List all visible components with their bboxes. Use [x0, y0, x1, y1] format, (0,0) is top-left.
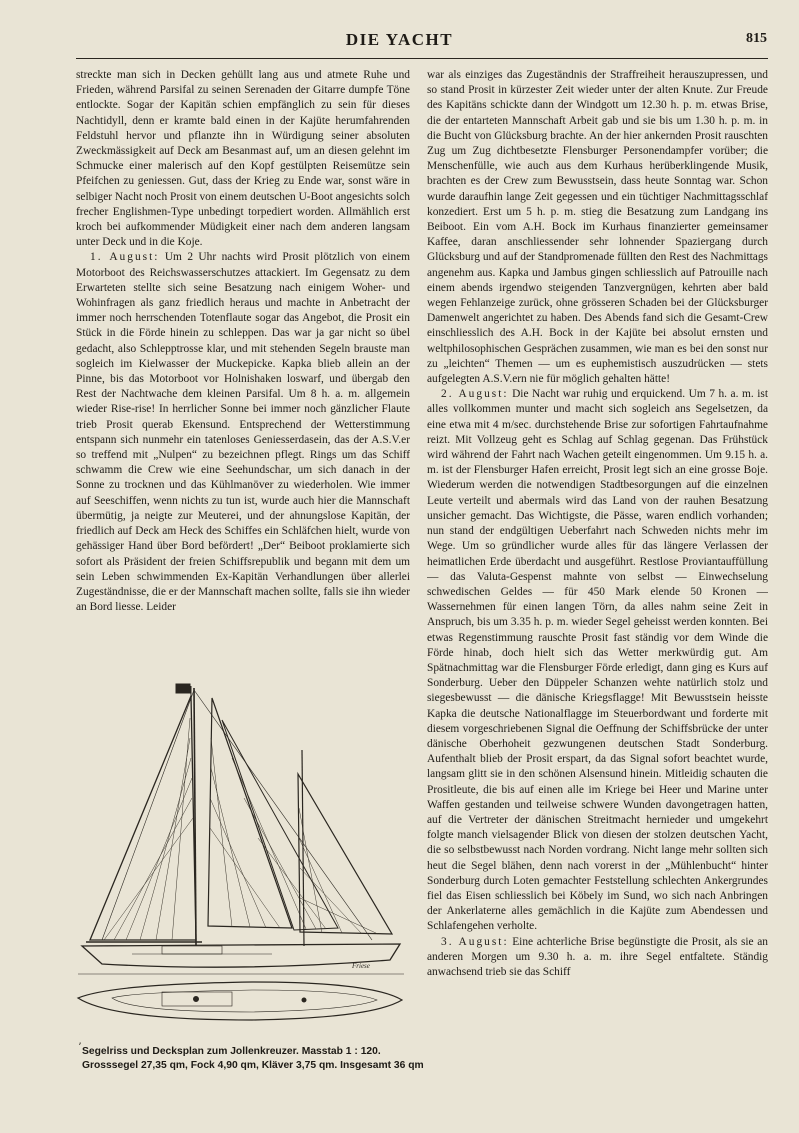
caption-line: Grosssegel 27,35 qm, Fock 4,90 qm, Kläver 3,75 qm. Insgesamt 36 qm	[82, 1060, 424, 1071]
date-label: 2. August:	[441, 388, 509, 401]
paragraph-2-august	[427, 387, 768, 934]
date-label: 1. August:	[90, 251, 160, 264]
corner-mark: ʼ	[78, 1042, 82, 1053]
sail-plan-drawing	[72, 678, 412, 1040]
paragraph-1-august	[76, 250, 410, 615]
paragraph-text: Die Nacht war ruhig und erquickend. Um 7 h. a. m. ist alles vollkommen munter und macht sich sogleich ans Segelsetzen, da eine etwa mit 4 m/sec. durchstehende Brise zur sofortigen Fahrtaufnahme reizt. Mit Vollzeug geht es Schlag auf Schlag gegenan. Das Frühstück wird während der Fahrt nach Wachen geteilt eingenommen. Um 9.15 h. a. m. ist der Flensburger Hafen erreicht, Prosit legt sich an eine grosse Boje. Wiederum werden die notwendigen Stadtbesorgungen auf die einzelnen Leute verteilt und abermals wird das Land von der rauhen Besatzung unsicher gemacht. Das Wichtigste, die Pässe, waren endlich vorhanden; nun stand der endgültigen Ueberfahrt nach Schweden nichts mehr im Wege. Um so gründlicher wurde alles für das längere Verlassen der heimatlichen Erde überdacht und ausgeführt. Restlose Proviantauffüllung — das Valuta-Gespenst mahnte von selbst — Einwechselung schwedischen Geldes — für 450 Mark elende 50 Kronen — Wassernehmen für einen langen Törn, da alles nahm seine Zeit in Anspruch, bis um 3.35 h. p. m. wieder Segel geheisst werden konnten. Bei etwas Regenstimmung rauschte Prosit fast ständig vor dem Winde die Förde hinab, doch hielt sich das Wetter merkwürdig gut. Am Spätnachmittag war die Flensburger Förde erledigt, dann ging es Kurs auf Sonderburg. Ueber den Düppeler Schanzen wehte natürlich stolz und siegesbewusst — die dänische Kriegsflagge! Mit Bewusstsein heisste Kapka die deutsche Nationalflagge im Steuerbordwant und forderte mit diesem vorgeschriebenen Signal die Oeffnung der Schiffsbrücke der unter dänische Oberhoheit gezwungenen deutschen Stadt Sonderburg. Aufenthalt blieb der Prosit erspart, da das Signal sofort beachtet wurde, langsam glitt sie in den schönen Alsensund hinein. Mitleidig schauten die Prositleute, die bis auf einen alle im Kriege bei Heer und Marine unter Waffen gestanden und teilweise schwere Wunden davongetragen hatten, auf die Vertreter der dänischen Streitmacht hernieder und umgekehrt folgte manch vielsagender Blick von diesen der stolzen deutschen Yacht, die so selbstbewusst nach Norden vordrang. Nicht lange mehr sollten sich heut die Segel blähen, denn nach vorerst in der „Mühlenbucht“ hinter Sonderburg durch Loten gemachter Feststellung schlechten Ankergrundes fiel das Eisen schliesslich bei Köbely im Sund, wo sich nach Anbringen der Ankerlaterne alles gemächlich in die Kajüte zum Abendessen und Schlafengehen verholte.	[427, 388, 768, 933]
artist-signature: Friese	[352, 962, 370, 970]
mainsail	[90, 696, 196, 940]
paragraph-text: Um 2 Uhr nachts wird Prosit plötzlich von einem Motorboot des Reichswasserschutzes attackiert. Im Gegensatz zu dem Erwarteten stellte sich seine Besatzung nach einigem Woher- und Wohinfragen als ganz friedlich heraus und machte in Anbetracht der immer noch herrschenden Totenflaute sogar das Angebot, die Prosit ein Stück in die Förde hinein zu schleppen. Das war ja gar nicht so übel gedacht, also Schlepptrosse klar, und mit stehenden Segeln brauste man sogleich im Kielwasser der Muckepicke. Kapka blieb allein an der Pinne, bis das Motorboot vor Holnishaken loswarf, und übergab den Rest der Nachtwache dem kleinen Parsifal. Um 8 h. a. m. allgemein wieder Rise-rise! In herrlicher Sonne bei immer noch gänzlicher Flaute trieb Prosit querab Ekensund. Entsprechend der Wetterstimmung entspann sich nunmehr ein tatenloses Geniesserdasein, das der A.S.V.er so treffend mit „Nulpen“ zu bezeichnen pflegt. Rings um das Schiff schwamm die Crew wie eine Seehundschar, um sich danach in der Sonne zu trocknen und das Kühlmanöver zu wiederholen. Wie immer auf Seeschiffen, wenn nichts zu tun ist, wurde auch hier die Mannschaft übermütig, ja neigte zur Meuterei, und der ahnungslose Kapitän, der friedlich auf Deck am Heck des Schiffes ein Schläfchen hielt, wurde von gehässiger Hand über Bord befördert! „Der“ Beiboot proklamierte sich sofort als Präsident der freien Schiffsrepublik und begann mit dem um sein Leben schwimmenden Ex-Kapitän Verhandlungen über allerlei Zugeständnisse, die er der Mannschaft machen sollte, falls sie ihn wieder an Bord liesse. Leider	[76, 251, 410, 614]
page-number: 815	[746, 31, 767, 46]
header-rule	[76, 58, 768, 59]
paragraph: war als einziges das Zugeständnis der Straffreiheit herauszupressen, und so stand Prosit in kürzester Zeit wieder unter der alten Knute. Zur Freude des Kapitäns schickte dann der Windgott um 12.30 h. p. m. etwas Brise, die der entarteten Mannschaft Arbeit gab und sie bis um 1.30 h. p. m. in die Bucht von Glücksburg brachte. An der hier ankernden Prosit rauschten Zug um Zug dichtbesetzte Flensburger Personendampfer vorüber; die Menschenfülle, wie auch aus dem Kurhaus herüberklingende Musik, brachten es der Crew zum Bewusstsein, dass heute Sonntag war. Schon wurde daraufhin lange Zeit gegessen und ein tüchtiger Nachmittagsschlaf konzediert. Erst um 5 h. p. m. stieg die Besatzung zum Landgang ins Beiboot. Ein vom A.H. Bock im Kurhaus finanzierter gemeinsamer Kaffee, daran anschliessender sehr lohnender Spaziergang durch Glücksburg und auf der Standpromenade füllten den Rest des Nachmittags angenehm aus. Kapka und Jambus gingen schliesslich auf Patrouille nach einem abends irgendwo steigenden Tanzvergnügen, kehrten aber bald wegen Fehlanzeige zurück, ohne grösseren Schaden bei der Glücksburger Damenwelt angerichtet zu haben. Des Abends fand sich die Gesamt-Crew einschliesslich des A.H. Bock in der Kajüte bei absolut ernsten und weltphilosophischen Gesprächen zusammen, wie man es bei den sonst nur zu „leichten“ Themen — um es euphemistisch auszudrücken — stets aufgelegten A.S.V.ern nie für möglich gehalten hätte!	[427, 69, 768, 386]
right-column	[427, 68, 768, 1118]
deck-plan	[78, 982, 402, 1020]
paragraph-text: Eine achterliche Brise begünstigte die Prosit, als sie an anderen Morgen um 9.30 h. a. m. ihre Segel entfaltete. Ständig anwachsend trieb sie das Schiff	[427, 935, 768, 978]
left-column	[76, 68, 410, 668]
date-label: 3. August:	[441, 935, 509, 948]
caption-line: Segelriss und Decksplan zum Jollenkreuzer. Masstab 1 : 120.	[82, 1046, 381, 1057]
running-title: DIE YACHT	[345, 30, 454, 49]
flag	[176, 684, 190, 693]
paragraph: streckte man sich in Decken gehüllt lang aus und atmete Ruhe und Frieden, während Parsifal zu seinen Serenaden der Gitarre dumpfe Töne entlockte. Sogar der Kapitän schien empfänglich zu sein für dieses Nachtidyll, denn er kramte bald einen in der Kajüte herumfahrenden Feldstuhl hervor und pflanzte ihn in Würdigung seiner absoluten Zweckmässigkeit auf Deck am Besanmast auf, um an diesen gelehnt im Schmucke einer malerisch auf den Kopf gestülpten Reisemütze sein Pfeifchen zu geniessen. Gut, dass der Krieg zu Ende war, sonst wäre in selbiger Nacht noch Prosit von einem deutschen U-Boot angesichts solch frecher Englishmen-Type unbedingt torpediert worden. Allmählich erst kroch bei aufkommender Müdigkeit einer nach dem anderen langsam unter Deck und in die Koje.	[76, 69, 410, 249]
jib	[208, 698, 292, 928]
paragraph-3-august	[427, 935, 768, 981]
figure-caption	[82, 1045, 424, 1073]
fore-jib	[222, 720, 338, 930]
